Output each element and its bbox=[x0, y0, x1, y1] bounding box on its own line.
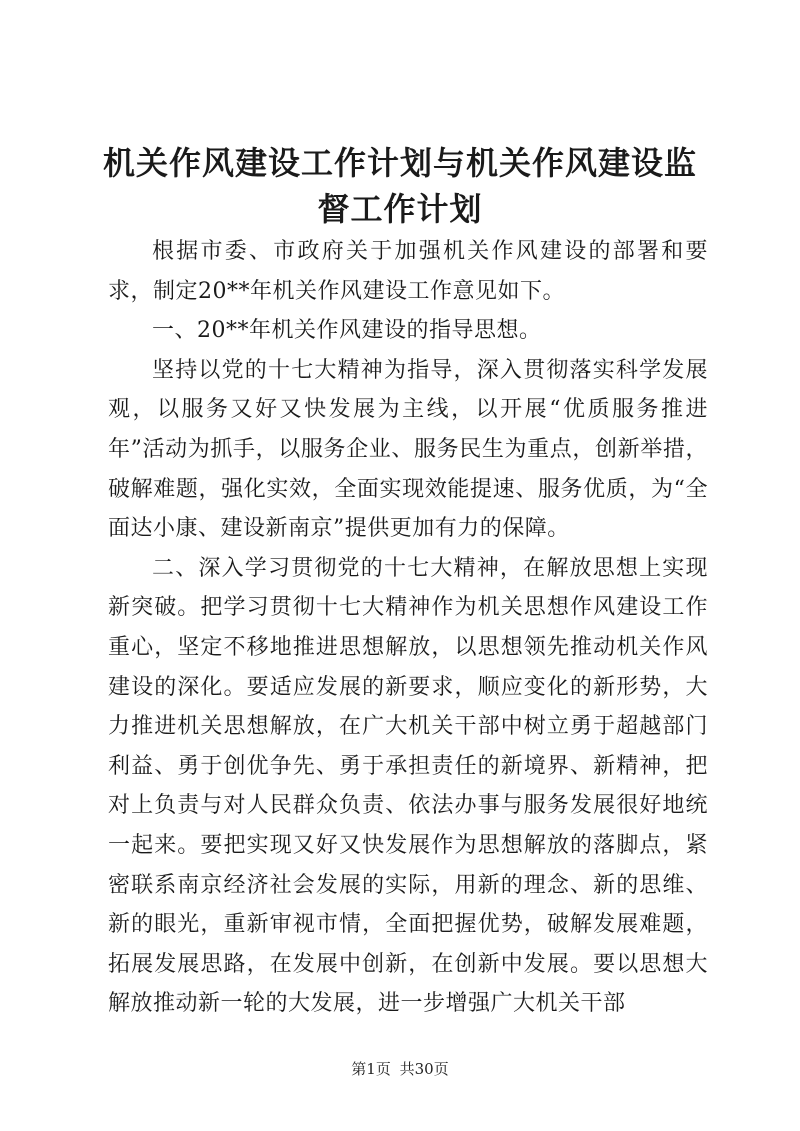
total-pages: 共30页 bbox=[399, 1060, 449, 1078]
page-footer bbox=[0, 1058, 800, 1079]
document-body bbox=[108, 232, 708, 1024]
page-number: 第1页 bbox=[351, 1060, 391, 1078]
paragraph-guiding-thought: 坚持以党的十七大精神为指导，深入贯彻落实科学发展观，以服务又好又快发展为主线，以开展“优质服务推进年”活动为抓手，以服务企业、服务民生为重点，创新举措，破解难题，强化实效，全面实现效能提速、服务优质，为“全面达小康、建设新南京”提供更加有力的保障。 bbox=[108, 357, 708, 542]
document-title: 机关作风建设工作计划与机关作风建设监督工作计划 bbox=[102, 144, 697, 228]
paragraph-heading-2: 二、深入学习贯彻党的十七大精神，在解放思想上实现新突破。把学习贯彻十七大精神作为机关思想作风建设工作重心，坚定不移地推进思想解放，以思想领先推动机关作风建设的深化。要适应发展的新要求，顺应变化的新形势，大力推进机关思想解放，在广大机关干部中树立勇于超越部门利益、勇于创优争先、勇于承担责任的新境界、新精神，把对上负责与对人民群众负责、依法办事与服务发展很好地统一起来。要把实现又好又快发展作为思想解放的落脚点，紧密联系南京经济社会发展的实际，用新的理念、新的思维、新的眼光，重新审视市情，全面把握优势，破解发展难题，拓展发展思路，在发展中创新，在创新中发展。要以思想大解放推动新一轮的大发展，进一步增强广大机关干部 bbox=[108, 555, 708, 1017]
paragraph-intro: 根据市委、市政府关于加强机关作风建设的部署和要求，制定20**年机关作风建设工作意见如下。 bbox=[108, 239, 708, 304]
paragraph-heading-1: 一、20**年机关作风建设的指导思想。 bbox=[152, 318, 542, 344]
